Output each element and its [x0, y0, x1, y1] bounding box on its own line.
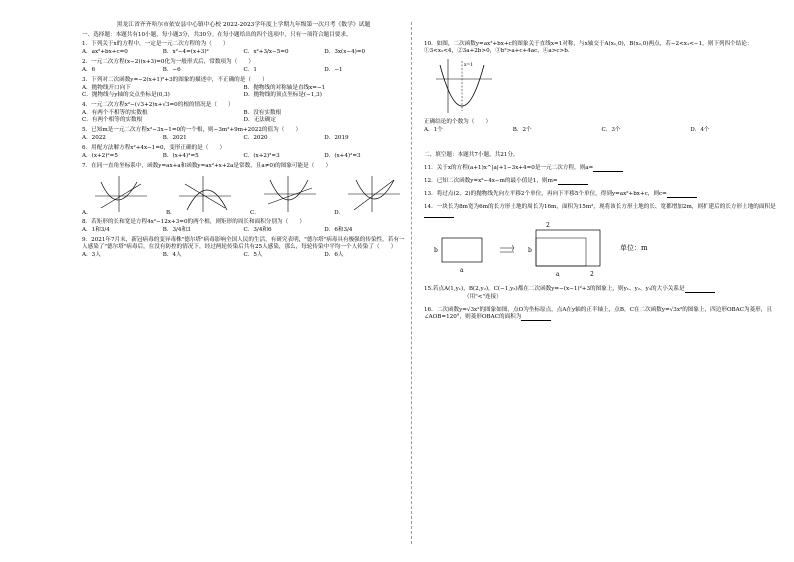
question-10-conclusion: 正确结论的个数为（ ）	[424, 118, 492, 125]
option-c: C．2020	[243, 135, 268, 142]
column-separator	[411, 22, 412, 544]
graph-a-figure	[93, 174, 149, 214]
option-b: B．(x+4)²=5	[162, 153, 199, 160]
question-16: 16．二次函数y=√3x²的图象如图，点O为坐标原点，点A在y轴的正半轴上，点B，C在二次函数y=√3x²的图象上，四边形OBAC为菱形，且∠AOB=120°，则菱形OBAC的面积为	[424, 306, 772, 320]
option-b: B．2021	[162, 135, 187, 142]
label-b-2: b	[528, 246, 532, 254]
option-a: A．抛物线开口向下	[82, 85, 131, 92]
graph-c-figure	[262, 174, 318, 214]
answer-blank[interactable]	[521, 315, 551, 321]
option-a: A．有两个不相等的实数根	[82, 110, 148, 117]
option-b: B．2个	[512, 126, 532, 133]
option-c: C．有两个相等的实数根	[82, 117, 143, 124]
question-2-options	[82, 67, 405, 74]
question-9-options	[82, 252, 405, 259]
question-5: 5．已知m是一元二次方程x²−3x−1=0的一个根，则−3m²+9m+2022的值为（ ）	[82, 127, 302, 134]
question-1: 1．下列关于x的方程中，一定是一元二次方程的为（ ）	[82, 41, 229, 48]
graph-d	[334, 174, 402, 217]
answer-blank[interactable]	[424, 212, 454, 218]
option-b: B．x²−4=(x+3)²	[162, 49, 209, 56]
answer-blank[interactable]	[558, 179, 588, 185]
option-a: A．1和3/4	[82, 226, 110, 233]
option-d: D．抛物线的顶点坐标是(−1,3)	[243, 92, 322, 99]
option-b: B．−6	[162, 67, 181, 74]
question-9: 9．2021年7月末，新冠病毒的变异毒株"德尔塔"病毒影响全国人民的生活，有研究表明，"德尔塔"病毒具有极强的传染性，若有一人感染了"德尔塔"病毒后，在没有防控的情况下，经过两轮传染后共有25人感染，那么，每轮传染中平均一个人传染了（ ）	[82, 236, 405, 250]
question-5-options	[82, 135, 405, 142]
question-7-graphs	[82, 174, 402, 217]
question-2: 2．一元二次方程(x−2)(x+3)=0化为一般形式后，常数项为（ ）	[82, 59, 254, 66]
option-a: A．1个	[424, 126, 443, 133]
option-c: C．x²+3/x−5=0	[243, 49, 289, 56]
question-14-diagram	[424, 220, 779, 280]
question-15-note: （用"<"连接）	[464, 293, 502, 300]
option-b: B．4人	[162, 251, 182, 258]
axis-label: x=1	[464, 62, 474, 68]
question-4-options	[82, 110, 405, 124]
option-a: A．2022	[82, 135, 106, 142]
label-b: b	[434, 246, 438, 254]
option-c: C．1	[243, 67, 257, 74]
option-b: B．抛物线的对称轴是直线x=−1	[243, 85, 326, 92]
unit-label: 单位：m	[620, 243, 648, 252]
parabola-figure	[434, 57, 494, 115]
option-a: A．ax²+bx+c=0	[82, 49, 128, 56]
label-top-2: 2	[546, 221, 550, 229]
question-7: 7．在同一直角坐标系中，函数y=ax+a和函数y=ax²+x+2a是常数，且a≠0)的图象可能是（ ）	[82, 163, 332, 169]
question-10-graph	[434, 57, 779, 118]
rectangle-expansion-figure	[424, 220, 684, 280]
option-a: A．3人	[82, 251, 101, 258]
option-c: C．3/4和6	[243, 226, 272, 233]
option-d: D．4个	[690, 126, 710, 133]
question-12: 12．已知二次函数y=x²−4x−m的最小值是1，则m=	[424, 178, 779, 185]
question-3-options	[82, 85, 405, 99]
left-column	[82, 22, 405, 262]
option-d: D．无法确定	[243, 117, 276, 124]
option-b-label: B．	[165, 209, 176, 216]
question-8: 8．若矩形的长和宽是方程4x²−12x+3=0的两个根，则矩形的周长和面积分别为（ ）	[82, 218, 305, 225]
label-a: a	[460, 266, 464, 274]
graph-c	[250, 174, 318, 217]
answer-blank[interactable]	[593, 166, 623, 172]
option-d: D．2019	[324, 135, 349, 142]
question-11: 11．关于x的方程(a+1)x^|a|+1−3x+4=0是一元二次方程，则a=	[424, 165, 779, 172]
answer-blank[interactable]	[685, 287, 715, 293]
question-6: 6．用配方法解方程x²+4x−1=0，变形正确的是（ ）	[82, 145, 226, 152]
option-a-label: A．	[82, 209, 92, 216]
question-15: 15.若点A(1,y₁)，B(2,y₂)，C(−1,y₃)都在二次函数y=−(x−1)²+3的图象上，则y₁、y₂、y₃的大小关系是	[424, 286, 779, 293]
question-3: 3．下列对二次函数y=−2(x+1)²+3的图象的描述中，不正确的是（ ）	[82, 77, 268, 84]
question-1-options	[82, 49, 405, 56]
question-4: 4．一元二次方程x²−(√3+2)x+√3=0的根的情况是（ ）	[82, 102, 234, 109]
section-2-heading: 二、填空题：本题共7小题，共21分。	[424, 151, 519, 158]
option-b: B．3/4和3	[162, 226, 191, 233]
option-d: D．(x+4)²=3	[324, 153, 361, 160]
question-10-options	[424, 127, 779, 134]
option-a: A．6	[82, 67, 96, 74]
option-c: C．5人	[243, 251, 263, 258]
label-a-2: a	[556, 270, 560, 278]
question-6-options	[82, 153, 405, 160]
question-13: 13．将过点(2，2)的抛物线先向左平移2个单位，再向下平移5个单位，得到y=ax²+bx+c，则c=	[424, 191, 779, 198]
answer-blank[interactable]	[667, 192, 697, 198]
option-c: C．3个	[601, 126, 621, 133]
option-c: C．(x+2)²=3	[243, 153, 280, 160]
graph-d-figure	[346, 174, 402, 214]
option-d: D．6和3/4	[324, 226, 353, 233]
option-b: B．没有实数根	[243, 110, 282, 117]
option-c: C．抛物线与y轴的交点坐标是(0,3)	[82, 92, 170, 99]
label-right-2: 2	[590, 270, 594, 278]
graph-b	[166, 174, 234, 217]
section-1-heading: 一、选择题：本题共有10小题，每小题3分，共30分。在每小题给出的四个选项中，只有一项符合题目要求。	[82, 32, 352, 39]
option-d: D．3x(x−4)=0	[324, 49, 366, 56]
option-d: D．−1	[324, 67, 343, 74]
option-c-label: C．	[249, 209, 260, 216]
exam-title: 黑龙江省齐齐哈尔市依安县中心镇中心校 2022-2023学年度上学期九年级第一次月考《数学》试题	[116, 22, 371, 28]
question-10: 10．如图，二次函数y=ax²+bx+c的图象关于直线x=1对称，与x轴交于A(x₁,0)，B(x₂,0)两点，若−2<x₁<−1，则下列四个结论：①3<x₂<4，②3a+2b>0，③b²>a+c+4ac，④a>c>b．	[424, 41, 753, 54]
option-d-label: D．	[334, 209, 345, 216]
graph-b-figure	[177, 174, 233, 214]
right-column	[424, 40, 779, 322]
question-8-options	[82, 227, 405, 234]
option-a: A．(x+2)²=5	[82, 153, 118, 160]
question-14: 14．一块长为8m宽为6m的长方形土地的周长为16m，面积为15m²，现将该长方形土地的长、宽都增加2m，则扩建后的长方形土地的面积是	[424, 204, 779, 218]
graph-a	[82, 174, 149, 217]
option-d: D．6人	[324, 251, 344, 258]
